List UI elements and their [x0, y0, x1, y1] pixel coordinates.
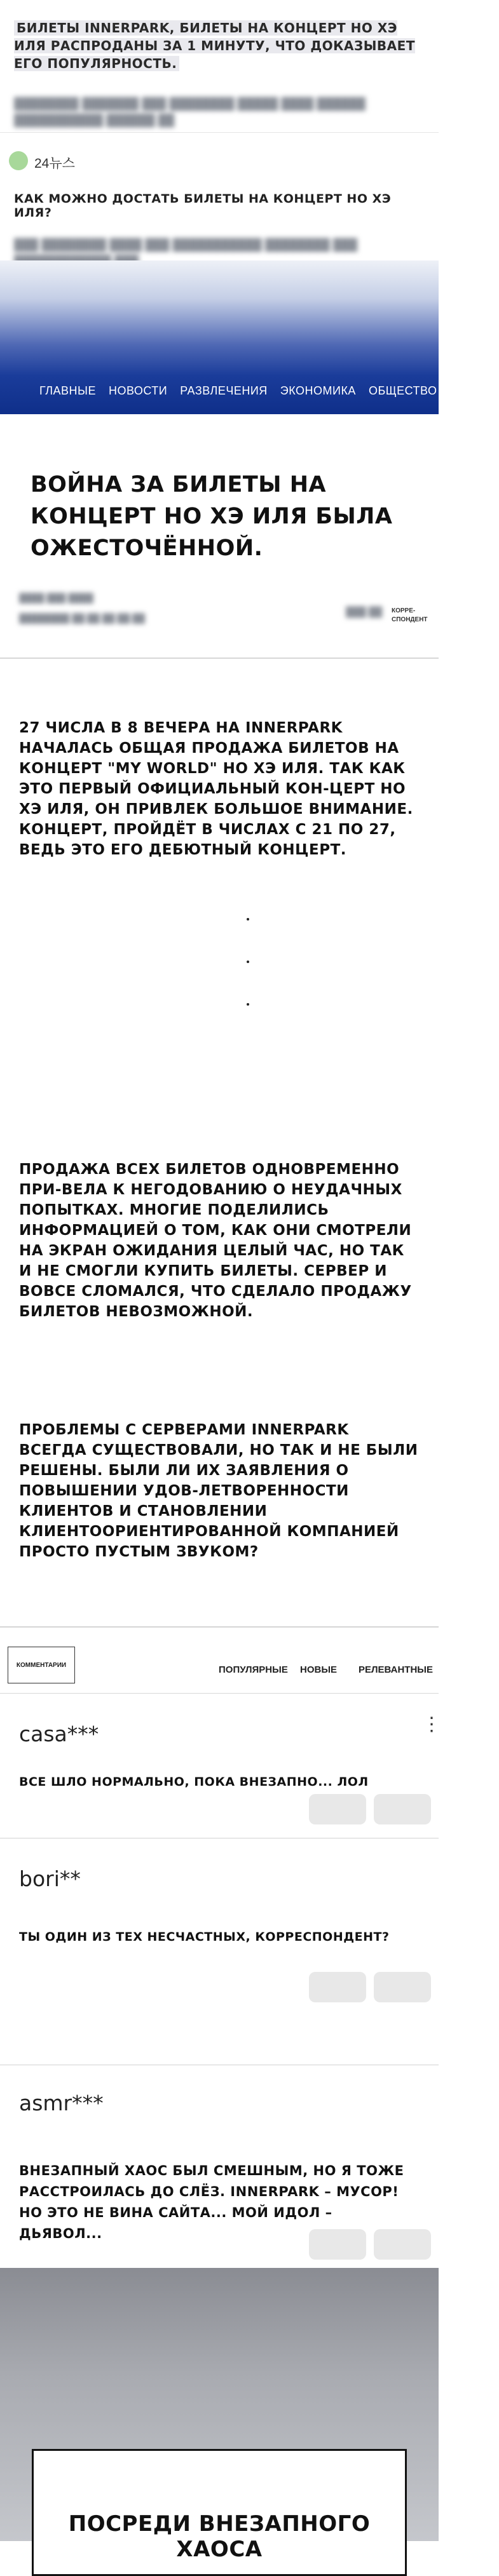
ellipsis-dot [247, 1003, 249, 1006]
divider [0, 657, 439, 659]
tab-economy[interactable]: ЭКОНОМИКА [280, 384, 356, 397]
caption-box [32, 2449, 407, 2576]
kebab-icon[interactable]: ⋮ [422, 1714, 441, 1735]
dislike-button[interactable] [374, 1794, 431, 1824]
tab-main[interactable]: ГЛАВНЫЕ [39, 384, 96, 397]
comment-username[interactable]: bori** [19, 1866, 81, 1891]
comment-item [0, 1838, 439, 2048]
tab-entertainment[interactable]: РАЗВЛЕЧЕНИЯ [180, 384, 268, 397]
dislike-button[interactable] [374, 1972, 431, 2002]
divider [0, 1626, 439, 1628]
blurred-snippet-text: ████████ ███████ ███ ████████ █████ ████ ██████ ███████████ ██████ ██ [14, 97, 366, 126]
nav-tabs [33, 384, 499, 398]
author-role: КОРРЕ-СПОНДЕНТ [392, 607, 428, 623]
tab-life[interactable]: ЖИЗНЬ [449, 384, 493, 397]
like-button[interactable] [309, 2229, 366, 2260]
ellipsis-dot [247, 918, 249, 920]
blurred-question-text: ███ ████████ ████ ███ ███████████ ████████ ███ [14, 238, 358, 251]
article-paragraph: ПРОДАЖА ВСЕХ БИЛЕТОВ ОДНОВРЕМЕННО ПРИ-ВЕЛА К НЕГОДОВАНИЮ О НЕУДАЧНЫХ ПОПЫТКАХ. МНОГИЕ ПОДЕЛИЛИСЬ ИНФОРМАЦИЕЙ О ТОМ, КАК ОНИ СМОТРЕЛИ НА ЭКРАН ОЖИДАНИЯ ЦЕЛЫЙ ЧАС, НО ТАК И НЕ СМОГЛИ КУПИТЬ БИЛЕТЫ. СЕРВЕР И ВОВСЕ СЛОМАЛСЯ, ЧТО СДЕЛАЛО ПРОДАЖУ БИЛЕТОВ НЕВОЗМОЖНОЙ. [19, 1161, 412, 1320]
tab-society[interactable]: ОБЩЕСТВО [368, 384, 437, 397]
source-logo-icon [9, 151, 28, 170]
related-question-link[interactable]: КАК МОЖНО ДОСТАТЬ БИЛЕТЫ НА КОНЦЕРТ НО ХЭ ИЛЯ? [14, 192, 392, 220]
like-button[interactable] [309, 1794, 366, 1824]
dislike-button[interactable] [374, 2229, 431, 2260]
comment-username[interactable]: asmr*** [19, 2091, 104, 2115]
news-snippet-section [0, 0, 439, 260]
sort-relevant-tab[interactable]: РЕЛЕВАНТНЫЕ [359, 1664, 433, 1675]
snippet-headline[interactable] [14, 19, 427, 72]
article-paragraph: 27 ЧИСЛА В 8 ВЕЧЕРА НА INNERPARK НАЧАЛАСЬ ОБЩАЯ ПРОДАЖА БИЛЕТОВ НА КОНЦЕРТ "MY WORLD" НО ХЭ ИЛЯ. ТАК КАК ЭТО ПЕРВЫЙ ОФИЦИАЛЬНЫЙ КОН-ЦЕРТ НО ХЭ ИЛЯ, ОН ПРИВЛЕК БОЛЬШОЕ ВНИМАНИЕ. КОНЦЕРТ, ПРОЙДЁТ В ЧИСЛАХ С 21 ПО 27, ВЕДЬ ЭТО ЕГО ДЕБЮТНЫЙ КОНЦЕРТ. [19, 720, 413, 858]
comments-button[interactable]: КОММЕНТАРИИ [8, 1647, 75, 1683]
comment-username[interactable]: casa*** [19, 1722, 99, 1746]
article-paragraph: ПРОБЛЕМЫ С СЕРВЕРАМИ INNERPARK ВСЕГДА СУЩЕСТВОВАЛИ, НО ТАК И НЕ БЫЛИ РЕШЕНЫ. БЫЛИ ЛИ ИХ ЗАЯВЛЕНИЯ О ПОВЫШЕНИИ УДОВ-ЛЕТВОРЕННОСТИ КЛИЕНТОВ И СТАНОВЛЕНИИ КЛИЕНТООРИЕНТИРОВАННОЙ КОМПАНИЕЙ ПРОСТО ПУСТЫМ ЗВУКОМ? [19, 1422, 418, 1560]
comment-text: ТЫ ОДИН ИЗ ТЕХ НЕСЧАСТНЫХ, КОРРЕСПОНДЕНТ? [19, 1930, 390, 1944]
comment-item [0, 2065, 439, 2266]
blurred-author-name: ███ ██ [346, 607, 383, 617]
tab-news[interactable]: НОВОСТИ [102, 384, 174, 398]
comment-text: ВСЕ ШЛО НОРМАЛЬНО, ПОКА ВНЕЗАПНО... ЛОЛ [19, 1775, 369, 1789]
source-name[interactable]: 24뉴스 [34, 156, 75, 171]
sort-new-tab[interactable]: НОВЫЕ [300, 1664, 338, 1675]
caption-text: ПОСРЕДИ ВНЕЗАПНОГО ХАОСА [68, 2511, 371, 2562]
article-title: ВОЙНА ЗА БИЛЕТЫ НА КОНЦЕРТ НО ХЭ ИЛЯ БЫЛА ОЖЕСТОЧЁННОЙ. [31, 472, 393, 561]
comment-text: ВНЕЗАПНЫЙ ХАОС БЫЛ СМЕШНЫМ, НО Я ТОЖЕ РАССТРОИЛАСЬ ДО СЛЁЗ. INNERPARK – МУСОР! НО ЭТО НЕ ВИНА САЙТА... МОЙ ИДОЛ – ДЬЯВОЛ... [19, 2163, 404, 2241]
blurred-article-meta: ████ ███ ████ ████████ ██:██ ██ ██:██ [19, 593, 145, 623]
sort-popular-tab[interactable]: ПОПУЛЯРНЫЕ [219, 1664, 288, 1675]
ellipsis-dot [247, 961, 249, 963]
snippet-headline-text: БИЛЕТЫ INNERPARK, БИЛЕТЫ НА КОНЦЕРТ НО ХЭ ИЛЯ РАСПРОДАНЫ ЗА 1 МИНУТУ, ЧТО ДОКАЗЫВАЕТ ЕГО ПОПУЛЯРНОСТЬ. [14, 20, 415, 71]
news-nav-banner [0, 260, 493, 414]
like-button[interactable] [309, 1972, 366, 2002]
divider [0, 132, 439, 133]
